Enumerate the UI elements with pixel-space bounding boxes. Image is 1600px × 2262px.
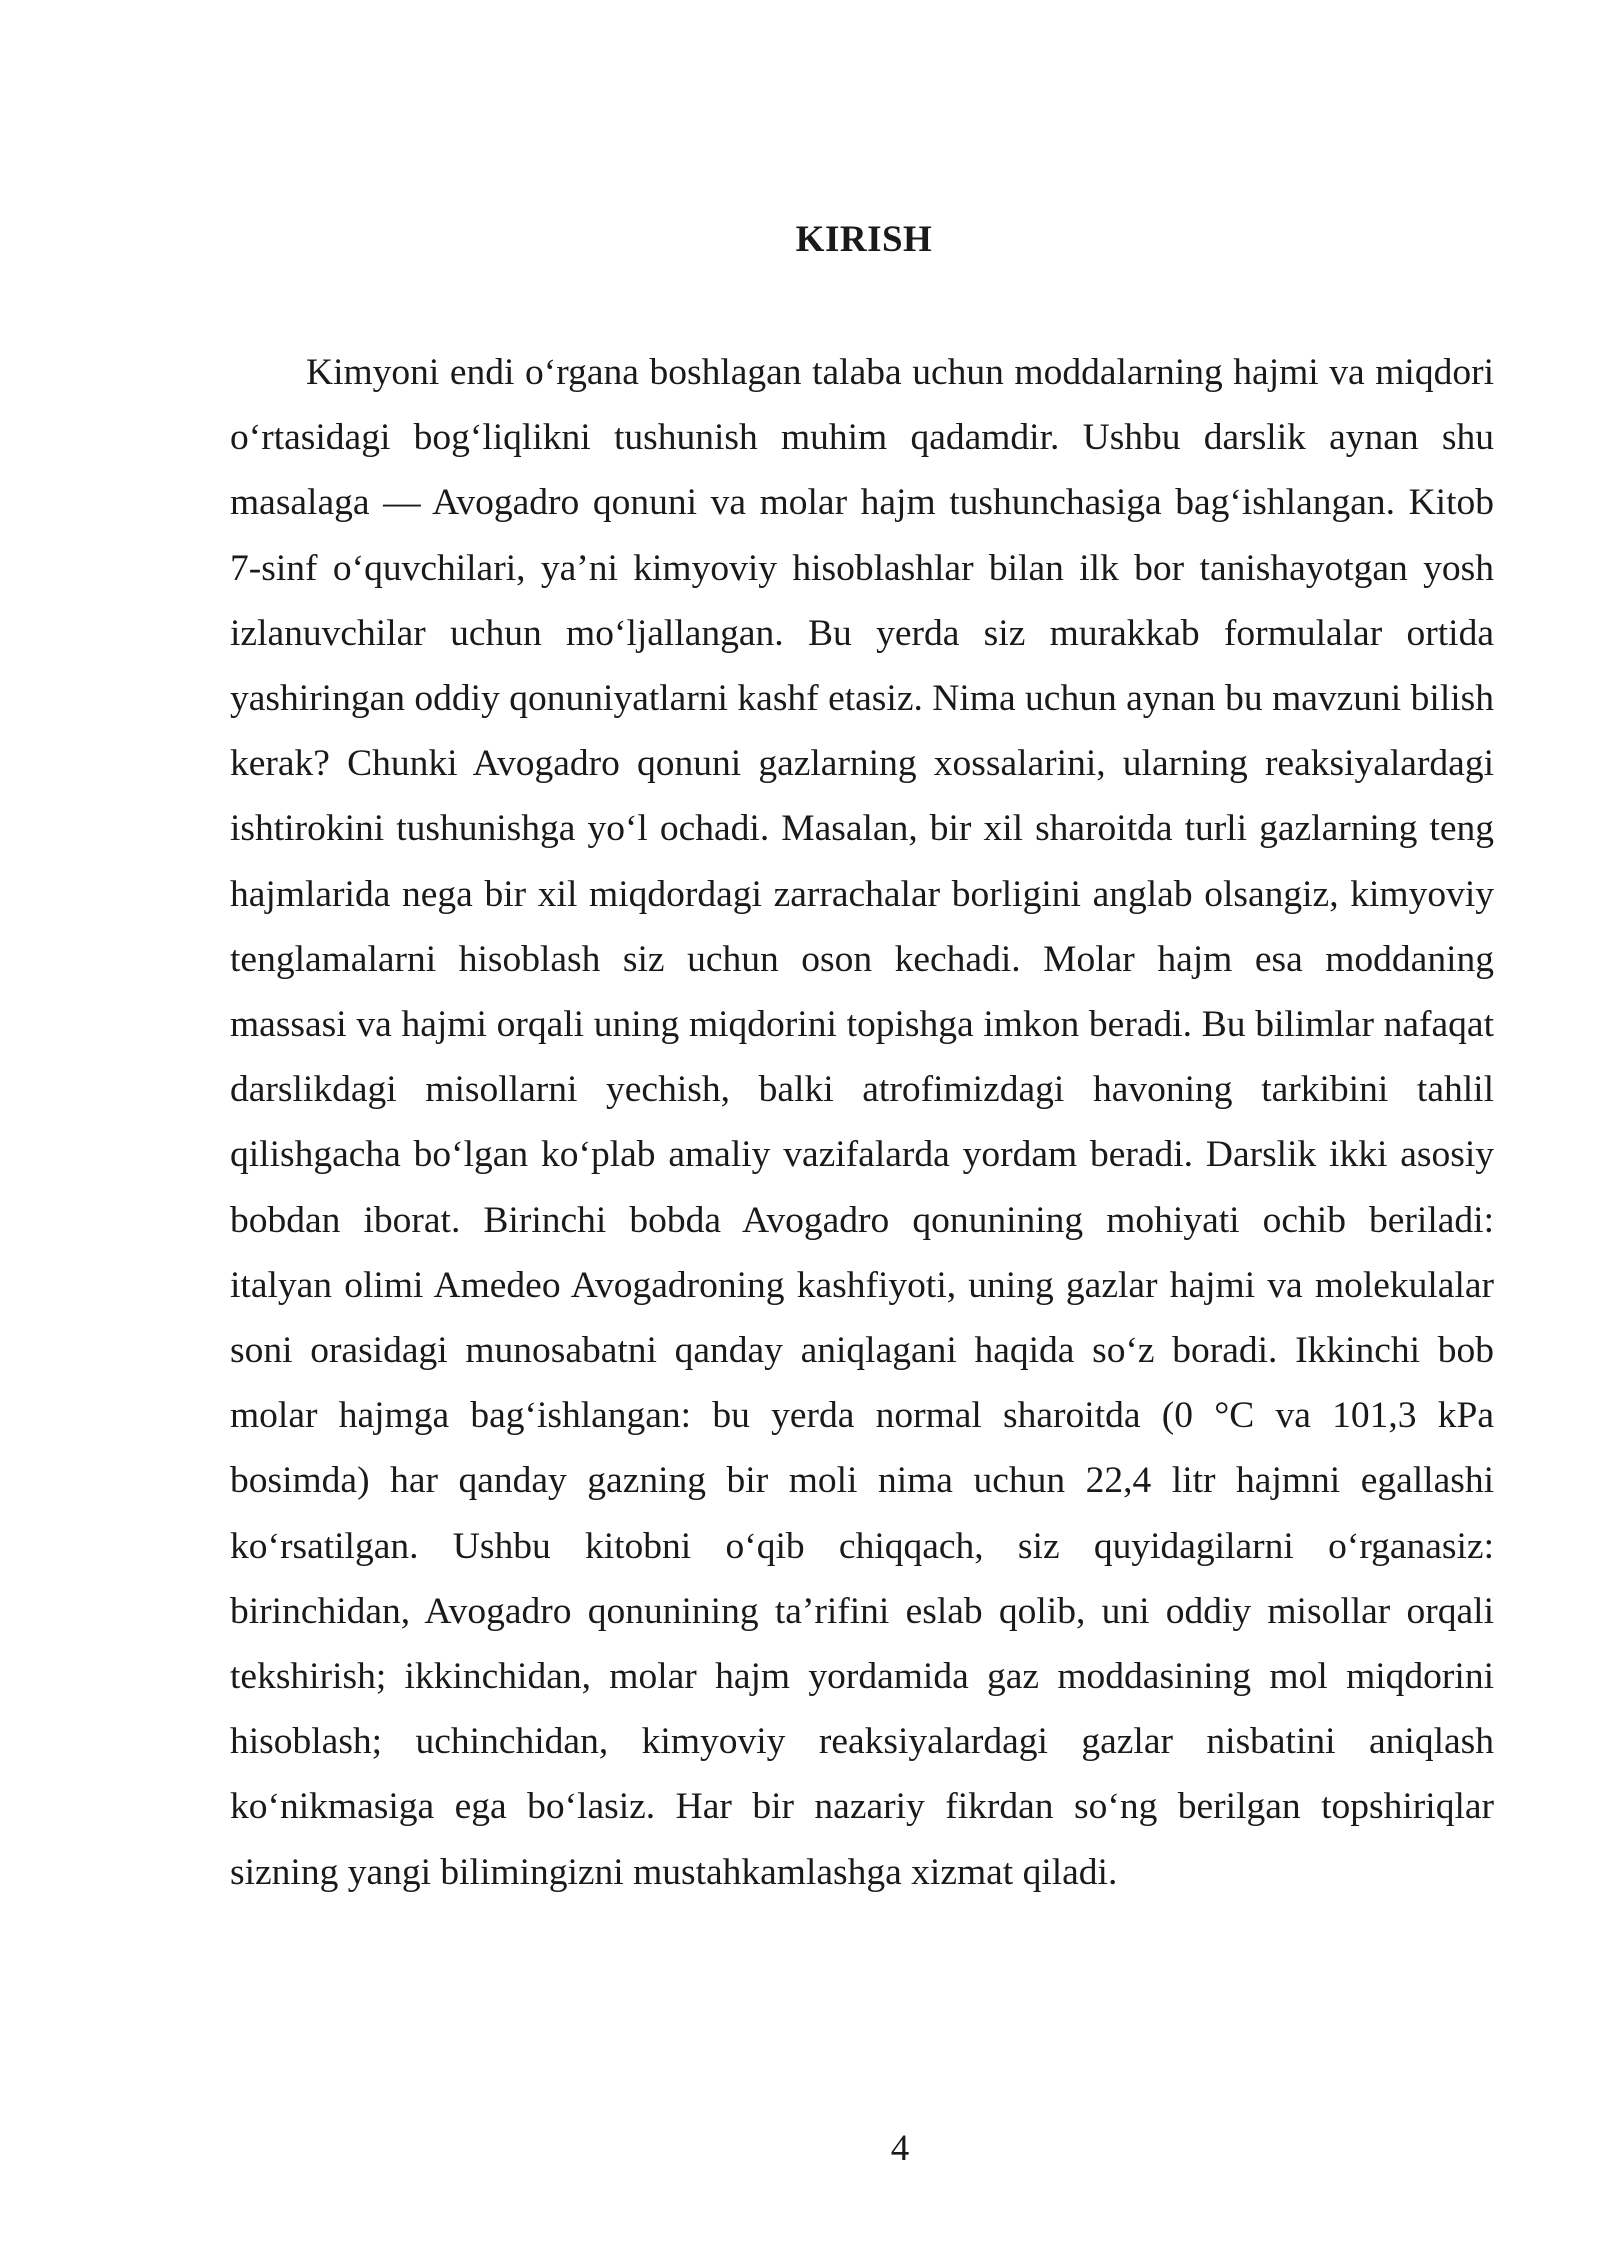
intro-paragraph: Kimyoni endi o‘rgana boshlagan talaba uchun moddalarning hajmi va miqdori o‘rtasidagi bog‘liqlikni tushunish muhim qadamdir. Ushbu darslik aynan shu masalaga — Avogadro qonuni va molar hajm tushunchasiga bag‘ishlangan. Kitob 7-sinf o‘quvchilari, ya’ni kimyoviy hisoblashlar bilan ilk bor tanishayotgan yosh izlanuvchilar uchun mo‘ljallangan. Bu yerda siz murakkab formulalar ortida yashiringan oddiy qonuniyatlarni kashf etasiz. Nima uchun aynan bu mavzuni bilish kerak? Chunki Avogadro qonuni gazlarning xossalarini, ularning reaksiyalardagi ishtirokini tushunishga yo‘l ochadi. Masalan, bir xil sharoitda turli gazlarning teng hajmlarida nega bir xil miqdordagi zarrachalar borligini anglab olsangiz, kimyoviy tenglamalarni hisoblash siz uchun oson kechadi. Molar hajm esa moddaning massasi va hajmi orqali uning miqdorini topishga imkon beradi. Bu bilimlar nafaqat darslikdagi misollarni yechish, balki atrofimizdagi havoning tarkibini tahlil qilishgacha bo‘lgan ko‘plab amaliy vazifalarda yordam beradi. Darslik ikki asosiy bobdan iborat. Birinchi bobda Avogadro qonunining mohiyati ochib beriladi: italyan olimi Amedeo Avogadroning kashfiyoti, uning gazlar hajmi va molekulalar soni orasidagi munosabatni qanday aniqlagani haqida so‘z boradi. Ikkinchi bob molar hajmga bag‘ishlangan: bu yerda normal sharoitda (0 °C va 101,3 kPa bosimda) har qanday gazning bir moli nima uchun 22,4 litr hajmni egallashi ko‘rsatilgan. Ushbu kitobni o‘qib chiqqach, siz quyidagilarni o‘rganasiz: birinchidan, Avogadro qonunining ta’rifini eslab qolib, uni oddiy misollar orqali tekshirish; ikkinchidan, molar hajm yordamida gaz moddasining mol miqdorini hisoblash; uchinchidan, kimyoviy reaksiyalardagi gazlar nisbatini aniqlash ko‘nikmasiga ega bo‘lasiz. Har bir nazariy fikrdan so‘ng berilgan topshiriqlar sizning yangi bilimingizni mustahkamlashga xizmat qiladi. [230,352,1494,1893]
page-title: KIRISH [795,219,933,260]
page-number: 4 [890,2128,910,2169]
